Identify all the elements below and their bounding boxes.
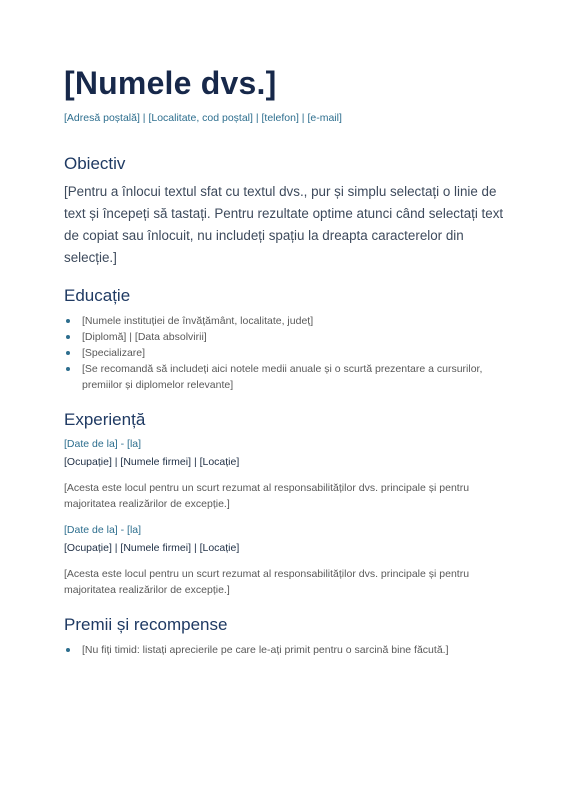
education-item-text: [Numele instituției de învățământ, localitate, județ] — [82, 315, 314, 327]
job-description[interactable]: [Acesta este locul pentru un scurt rezumat al responsabilităților dvs. principale și pentru majoritatea realizărilor de excepție.] — [64, 482, 470, 510]
bullet-icon — [66, 319, 70, 323]
education-item[interactable] — [64, 313, 500, 329]
awards-heading: Premii și recompense — [64, 615, 228, 634]
bullet-icon — [66, 648, 70, 652]
job-description[interactable]: [Acesta este locul pentru un scurt rezumat al responsabilităților dvs. principale și pentru majoritatea realizărilor de excepție.] — [64, 568, 470, 596]
job-dates[interactable]: [Date de la] - [la] — [64, 438, 142, 450]
job-dates[interactable]: [Date de la] - [la] — [64, 524, 142, 536]
objective-text[interactable]: [Pentru a înlocui textul sfat cu textul dvs., pur și simplu selectați o linie de text și începeți să tastați. Pentru rezultate optime atunci când selectați text de copiat sau înlocuit, nu includeți spațiu la dreapta caracterelor din selecție.] — [64, 184, 504, 265]
education-item-text: [Diplomă] | [Data absolvirii] — [82, 331, 207, 343]
bullet-icon — [66, 335, 70, 339]
experience-entry — [64, 436, 500, 512]
contact-email[interactable]: [e-mail] — [307, 112, 342, 124]
awards-list — [64, 642, 500, 658]
education-item-text: [Se recomandă să includeți aici notele medii anuale și o scurtă prezentare a cursurilor, premiilor și diplomelor relevante] — [82, 363, 483, 391]
experience-heading: Experiență — [64, 410, 146, 429]
education-list — [64, 313, 500, 393]
education-item[interactable] — [64, 329, 500, 345]
contact-address[interactable]: [Adresă poștală] — [64, 112, 140, 124]
resume-name[interactable]: [Numele dvs.] — [64, 65, 277, 101]
education-item-text: [Specializare] — [82, 347, 146, 359]
job-role[interactable]: [Ocupație] | [Numele firmei] | [Locație] — [64, 542, 240, 554]
contact-city[interactable]: [Localitate, cod poștal] — [148, 112, 253, 124]
education-item[interactable] — [64, 345, 500, 361]
award-item[interactable] — [64, 642, 500, 658]
contact-separator: | — [252, 112, 262, 124]
award-item-text: [Nu fiți timid: listați aprecierile pe care le-ați primit pentru o sarcină bine făcută.] — [82, 644, 449, 656]
contact-phone[interactable]: [telefon] — [261, 112, 299, 124]
contact-line — [64, 111, 500, 125]
experience-entry — [64, 522, 500, 598]
contact-separator: | — [298, 112, 308, 124]
job-role[interactable]: [Ocupație] | [Numele firmei] | [Locație] — [64, 456, 240, 468]
education-item[interactable] — [64, 361, 500, 393]
contact-separator: | — [139, 112, 149, 124]
education-heading: Educație — [64, 286, 131, 305]
objective-heading: Obiectiv — [64, 154, 126, 173]
bullet-icon — [66, 351, 70, 355]
bullet-icon — [66, 367, 70, 371]
